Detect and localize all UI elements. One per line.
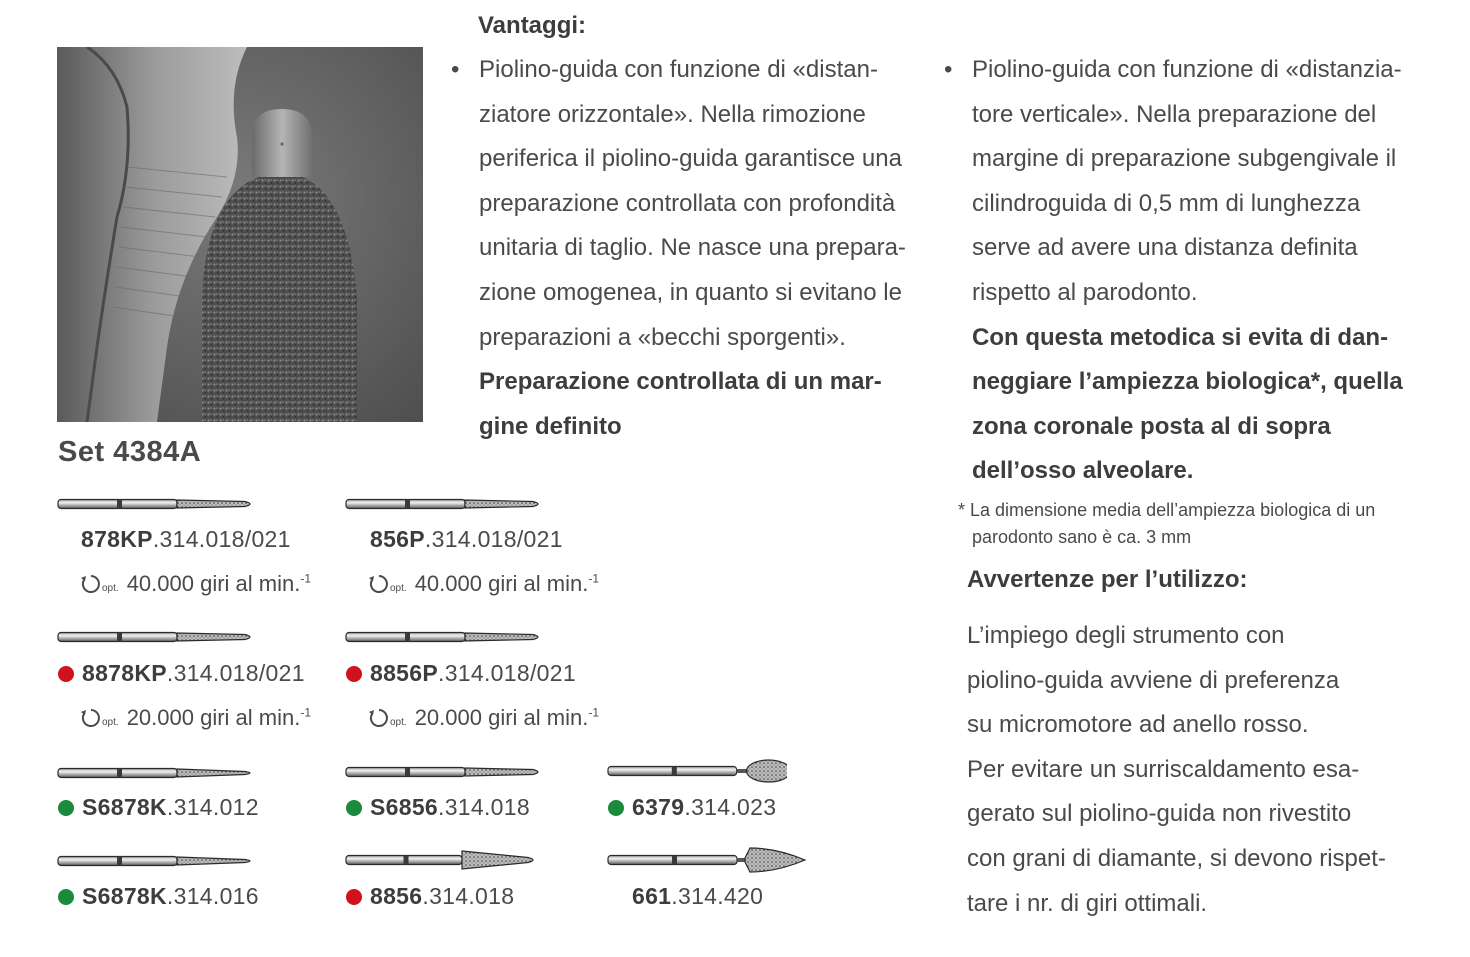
taper-bur-icon: [57, 494, 257, 514]
taper-bur-icon: [345, 494, 545, 514]
bur-head: [465, 633, 538, 641]
svg-text:ᐩ: ᐩ: [279, 140, 285, 156]
product-model: S6878K: [82, 794, 167, 820]
bold-text-line: Con questa metodica si evita di dan-: [972, 323, 1389, 351]
bur-shape: [58, 857, 250, 866]
product-model: S6878K: [82, 883, 167, 909]
product-code: [632, 883, 763, 910]
text-line: cilindroguida di 0,5 mm di lunghezza: [972, 189, 1361, 217]
text-line: margine di preparazione subgengivale il: [972, 145, 1397, 173]
product-code: [81, 526, 291, 553]
optimal-label: opt.: [102, 717, 119, 728]
rotation-icon: [368, 573, 390, 601]
warnings-text: [967, 614, 1447, 926]
bur-head: [747, 760, 787, 782]
bur-shape: [346, 633, 538, 642]
fine-taper-bur-icon: [57, 763, 257, 783]
rotation-icon: [80, 573, 102, 601]
speed-exponent: -1: [300, 705, 312, 720]
advantages-column-1: [451, 48, 939, 449]
bold-text-line: gine definito: [479, 412, 622, 440]
product-suffix: .314.012: [166, 794, 259, 820]
product-code: [58, 660, 305, 687]
text-line: con grani di diamante, si devono rispet-: [967, 844, 1386, 872]
bur-neck: [737, 769, 747, 773]
bur-groove: [405, 633, 410, 642]
speed-info: [368, 571, 599, 601]
green-ring-dot: [58, 889, 74, 905]
footnote-line: * La dimensione media dell’ampiezza biologica di un: [958, 500, 1376, 520]
text-line: preparazione controllata con profondità: [479, 189, 896, 217]
footnote-line: parodonto sano è ca. 3 mm: [972, 527, 1192, 547]
coarse-taper-bur-icon: [345, 848, 540, 872]
product-suffix: .314.018: [422, 883, 515, 909]
flame-bur-icon: [607, 845, 807, 875]
speed-exponent: -1: [588, 705, 600, 720]
product-code: [346, 883, 514, 910]
red-ring-dot: [346, 666, 362, 682]
product-model: 8878KP: [82, 660, 167, 686]
product-model: 6379: [632, 794, 685, 820]
bur-head: [465, 768, 538, 776]
text-line: L’impiego degli strumento con: [967, 622, 1285, 649]
text-line: tore verticale». Nella preparazione del: [972, 100, 1377, 128]
bur-shape: [608, 760, 787, 782]
product-code: [346, 794, 530, 821]
product-model: 661: [632, 883, 672, 909]
text-line: gerato sul piolino-guida non rivestito: [967, 800, 1352, 828]
product-suffix: .314.023: [684, 794, 777, 820]
bur-groove: [672, 767, 677, 776]
text-line: piolino-guida avviene di preferenza: [967, 666, 1340, 694]
bold-text-line: neggiare l’ampiezza biologica*, quella: [972, 368, 1403, 396]
bold-text-line: dell’osso alveolare.: [972, 457, 1194, 485]
product-code: [370, 526, 563, 553]
green-ring-dot: [346, 800, 362, 816]
product-code: [346, 660, 576, 687]
bur-neck: [737, 858, 745, 862]
bur-head: [177, 857, 250, 865]
speed-text: 40.000 giri al min.: [414, 571, 589, 596]
taper-bur-icon: [345, 761, 545, 783]
optimal-label: opt.: [102, 583, 119, 594]
product-suffix: .314.016: [166, 883, 259, 909]
red-ring-dot: [346, 889, 362, 905]
bur-groove: [117, 633, 122, 642]
bur-shape: [58, 769, 250, 778]
optimal-label: opt.: [390, 717, 407, 728]
speed-text: 40.000 giri al min.: [126, 571, 301, 596]
taper-bur-icon: [57, 627, 257, 647]
bur-head: [177, 500, 250, 508]
footnote: [958, 497, 1438, 551]
bur-groove: [404, 856, 409, 865]
speed-exponent: -1: [300, 571, 312, 586]
bur-groove: [405, 500, 410, 509]
text-line: preparazioni a «becchi sporgenti».: [479, 323, 846, 351]
speed-info: [80, 705, 311, 735]
advantages-heading: Vantaggi:: [478, 12, 587, 39]
bur-shape: [58, 633, 250, 642]
speed-info: [80, 571, 311, 601]
bur-groove: [672, 856, 677, 865]
fine-taper-bur-icon: [57, 851, 257, 871]
rotation-icon: [368, 707, 390, 735]
bullet-paragraph: [451, 48, 939, 93]
text-line: rispetto al parodonto.: [972, 278, 1198, 306]
bullet-icon: •: [944, 56, 953, 83]
product-model: 8856P: [370, 660, 439, 686]
product-suffix: .314.018: [438, 794, 530, 820]
bur-groove: [117, 769, 122, 778]
speed-info: [368, 705, 599, 735]
product-model: S6856: [370, 794, 439, 820]
set-title: Set 4384A: [58, 436, 202, 468]
speed-text: 20.000 giri al min.: [414, 705, 589, 730]
product-model: 856P: [370, 526, 425, 552]
text-line: tare i nr. di giri ottimali.: [967, 889, 1208, 917]
egg-bur-icon: [607, 758, 787, 784]
text-line: Piolino-guida con funzione di «distanzia-: [972, 56, 1402, 83]
optimal-label: opt.: [390, 583, 407, 594]
speed-exponent: -1: [588, 571, 600, 586]
text-line: zione omogenea, in quanto si evitano le: [479, 278, 902, 306]
product-model: 878KP: [81, 526, 153, 552]
bur-head: [177, 633, 250, 641]
text-line: Per evitare un surriscaldamento esa-: [967, 755, 1360, 783]
product-code: [608, 794, 776, 821]
speed-text: 20.000 giri al min.: [126, 705, 301, 730]
sem-photo: [57, 47, 423, 422]
text-line: serve ad avere una distanza definita: [972, 234, 1358, 262]
green-ring-dot: [58, 800, 74, 816]
bullet-paragraph: [944, 48, 1452, 93]
warnings-heading: Avvertenze per l’utilizzo:: [967, 566, 1248, 593]
bur-groove: [117, 500, 122, 509]
bur-shape: [346, 851, 533, 869]
bur-groove: [117, 857, 122, 866]
product-model: 8856: [370, 883, 423, 909]
advantages-column-2: [944, 48, 1452, 494]
product-suffix: .314.018/021: [152, 526, 291, 552]
text-line: Piolino-guida con funzione di «distan-: [479, 56, 878, 83]
text-line: su micromotore ad anello rosso.: [967, 711, 1309, 739]
bur-shape: [346, 768, 538, 777]
text-line: periferica il piolino-guida garantisce una: [479, 145, 902, 173]
bur-shape: [346, 500, 538, 509]
text-line: unitaria di taglio. Ne nasce una prepara-: [479, 234, 906, 262]
bur-head: [465, 500, 538, 508]
bold-text-line: Preparazione controllata di un mar-: [479, 368, 882, 396]
rotation-icon: [80, 707, 102, 735]
taper-bur-icon: [345, 627, 545, 647]
red-ring-dot: [58, 666, 74, 682]
product-suffix: .314.018/021: [424, 526, 563, 552]
bold-text-line: zona coronale posta al di sopra: [972, 412, 1331, 440]
bur-shape: [608, 848, 805, 872]
bur-head: [177, 769, 250, 777]
bullet-icon: •: [451, 56, 460, 83]
product-suffix: .314.420: [671, 883, 764, 909]
product-code: [58, 794, 259, 821]
product-suffix: .314.018/021: [438, 660, 576, 686]
bur-head: [745, 848, 805, 872]
bur-head: [462, 851, 533, 869]
bur-groove: [405, 768, 410, 777]
product-suffix: .314.018/021: [166, 660, 305, 686]
bur-shape: [58, 500, 250, 509]
text-line: ziatore orizzontale». Nella rimozione: [479, 100, 866, 128]
green-ring-dot: [608, 800, 624, 816]
product-code: [58, 883, 259, 910]
